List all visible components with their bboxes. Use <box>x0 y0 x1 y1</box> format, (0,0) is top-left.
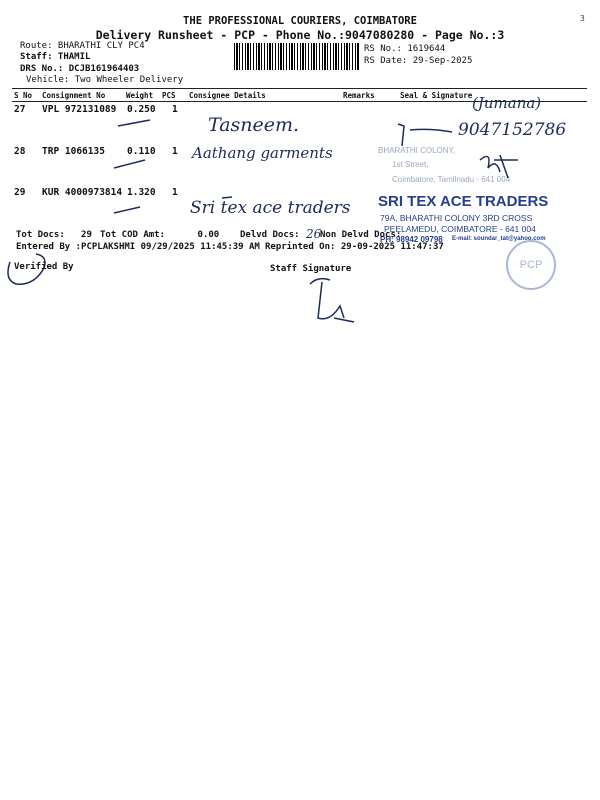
handwritten-seal-name-27: (Jumana) <box>472 94 542 112</box>
row-weight: 1.320 <box>127 187 156 198</box>
non-delivered-docs: Non Delvd Docs: <box>320 230 402 240</box>
row27-signature <box>398 124 452 146</box>
col-header-remarks: Remarks <box>343 91 375 100</box>
handwritten-delivered-count: 26 <box>306 227 322 241</box>
stamp-address-line2: PEELAMEDU, COIMBATORE - 641 004 <box>384 224 536 234</box>
staff-label: Staff: THAMIL <box>20 52 91 62</box>
col-header-pcs: PCS <box>162 91 176 100</box>
stamp-line: BHARATHI COLONY, <box>378 146 456 155</box>
total-cod-amount: Tot COD Amt: 0.00 <box>100 230 220 240</box>
route-label: Route: BHARATHI CLY PC4 <box>20 41 145 51</box>
handwritten-consignee-29: Sri tex ace traders <box>190 198 351 218</box>
col-header-weight: Weight <box>126 91 154 100</box>
rs-date: RS Date: 29-Sep-2025 <box>364 56 473 66</box>
vehicle-label: Vehicle: Two Wheeler Delivery <box>26 75 184 85</box>
row28-signature <box>480 155 518 178</box>
stamp-line: 1st Street, <box>392 160 429 169</box>
rs-number: RS No.: 1619644 <box>364 44 446 54</box>
row-sno: 27 <box>14 104 26 115</box>
signature-tick-marks <box>114 120 232 213</box>
verified-by: Verified By <box>14 262 74 272</box>
staff-signature-label: Staff Signature <box>270 264 352 274</box>
row-pcs: 1 <box>172 146 178 157</box>
drs-number: DRS No.: DCJB161964403 <box>20 64 140 74</box>
row-consignment: KUR 4000973814 <box>42 187 123 198</box>
handwritten-seal-phone-27: 9047152786 <box>458 120 567 140</box>
total-docs: Tot Docs: 29 <box>16 230 92 240</box>
staff-signature-text <box>308 282 338 306</box>
row-sno: 28 <box>14 146 26 157</box>
stamp-company-name: SRI TEX ACE TRADERS <box>378 193 549 210</box>
document-title: THE PROFESSIONAL COURIERS, COIMBATORE <box>183 15 417 27</box>
stamp-line: Coimbatore, Tamilnadu - 641 004 <box>392 175 511 184</box>
stamp-address-line1: 79A, BHARATHI COLONY 3RD CROSS <box>380 213 533 223</box>
row-consignment: TRP 1066135 <box>42 146 105 157</box>
handwritten-consignee-28: Aathang garments <box>192 144 333 162</box>
col-header-consignee: Consignee Details <box>189 91 266 100</box>
row-pcs: 1 <box>172 104 178 115</box>
reprinted-on: Reprinted On: 29-09-2025 11:47:37 <box>265 242 444 252</box>
row-sno: 29 <box>14 187 26 198</box>
handwritten-consignee-27: Tasneem. <box>208 114 300 136</box>
stamp-email: E-mail: soundar_tat@yahoo.com <box>452 236 546 242</box>
round-seal-label: PCP <box>519 259 543 271</box>
delivered-docs: Delvd Docs: <box>240 230 300 240</box>
row-weight: 0.110 <box>127 146 156 157</box>
col-header-seal: Seal & Signature <box>400 91 473 100</box>
col-header-consignment: Consignment No <box>42 91 106 100</box>
document-subtitle: Delivery Runsheet - PCP - Phone No.:9047080280 - Page No.:3 <box>95 28 505 42</box>
entered-by: Entered By :PCPLAKSHMI 09/29/2025 11:45:39 AM <box>16 242 260 252</box>
stamp-phone: PH: 98942 09798 <box>380 235 443 244</box>
col-header-sno: S No <box>14 91 33 100</box>
corner-mark: 3 <box>580 14 585 23</box>
row-consignment: VPL 972131089 <box>42 104 117 115</box>
row-pcs: 1 <box>172 187 178 198</box>
row-weight: 0.250 <box>127 104 156 115</box>
